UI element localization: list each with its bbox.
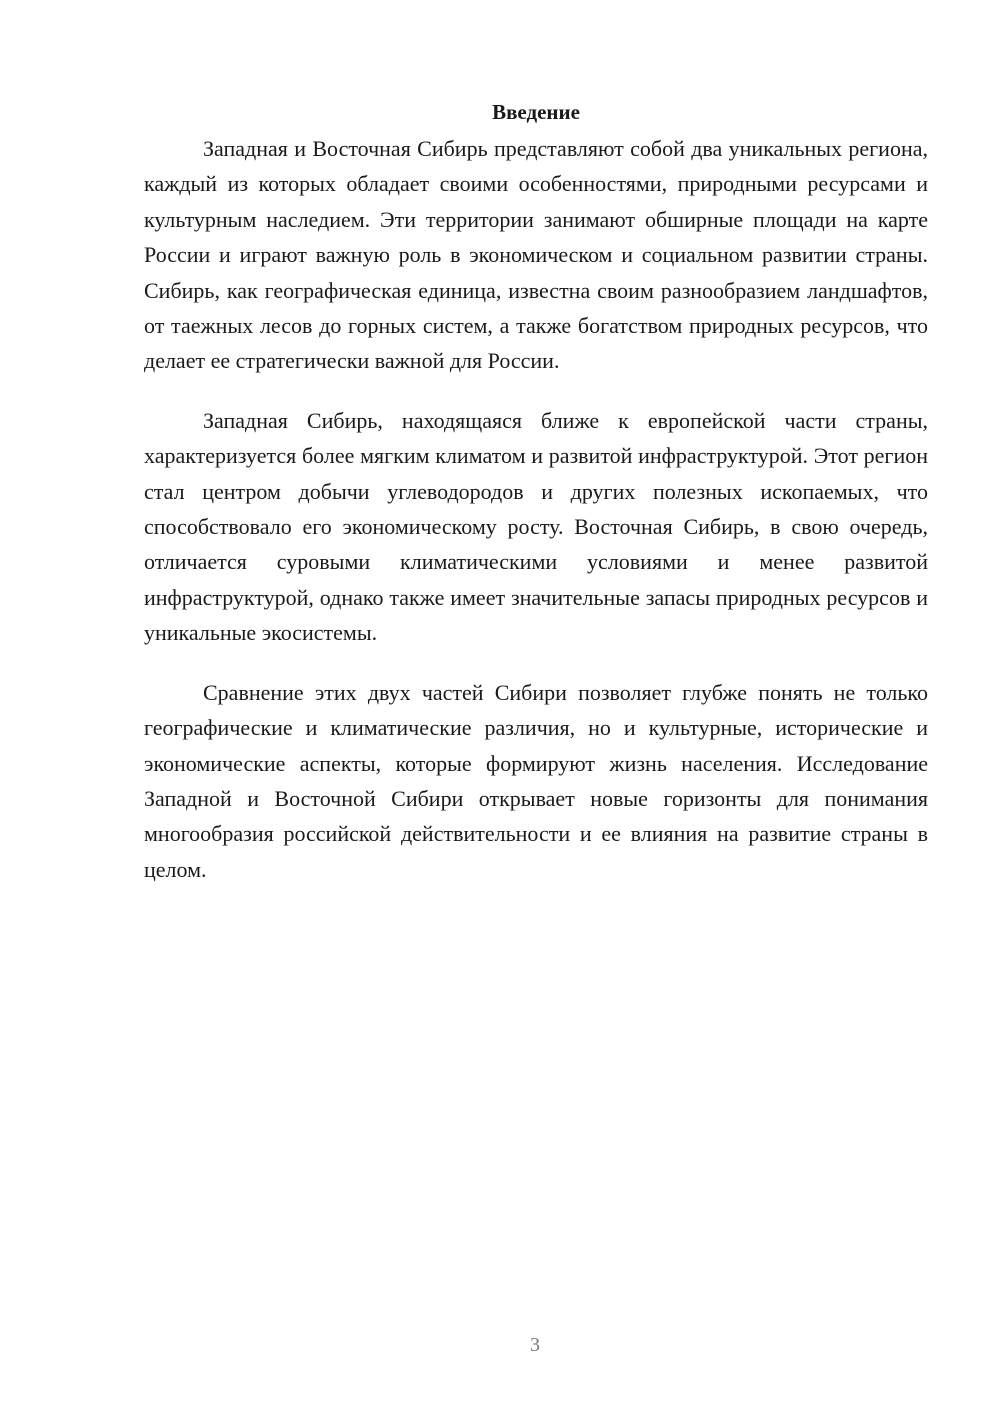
page-content (144, 96, 928, 911)
paragraph-1: Западная и Восточная Сибирь представляют собой два уникальных региона, каждый из которых обладает своими особенностями, природными ресурсами и культурным наследием. Эти территории занимают обширные площади на карте России и играют важную роль в экономическом и социальном развитии страны. Сибирь, как географическая единица, известна своим разнообразием ландшафтов, от таежных лесов до горных систем, а также богатством природных ресурсов, что делает ее стратегически важной для России. (144, 136, 928, 374)
paragraph-2: Западная Сибирь, находящаяся ближе к европейской части страны, характеризуется более мягким климатом и развитой инфраструктурой. Этот регион стал центром добычи углеводородов и других полезных ископаемых, что способствовало его экономическому росту. Восточная Сибирь, в свою очередь, отличается суровыми климатическими условиями и менее развитой инфраструктурой, однако также имеет значительные запасы природных ресурсов и уникальные экосистемы. (144, 407, 928, 646)
section-heading: Введение (492, 100, 580, 124)
page-number: 3 (530, 1334, 540, 1356)
paragraph-3: Сравнение этих двух частей Сибири позволяет глубже понять не только географические и климатические различия, но и культурные, исторические и экономические аспекты, которые формируют жизнь населения. Исследование Западной и Восточной Сибири открывает новые горизонты для понимания многообразия российской действительности и ее влияния на развитие страны в целом. (144, 679, 928, 882)
